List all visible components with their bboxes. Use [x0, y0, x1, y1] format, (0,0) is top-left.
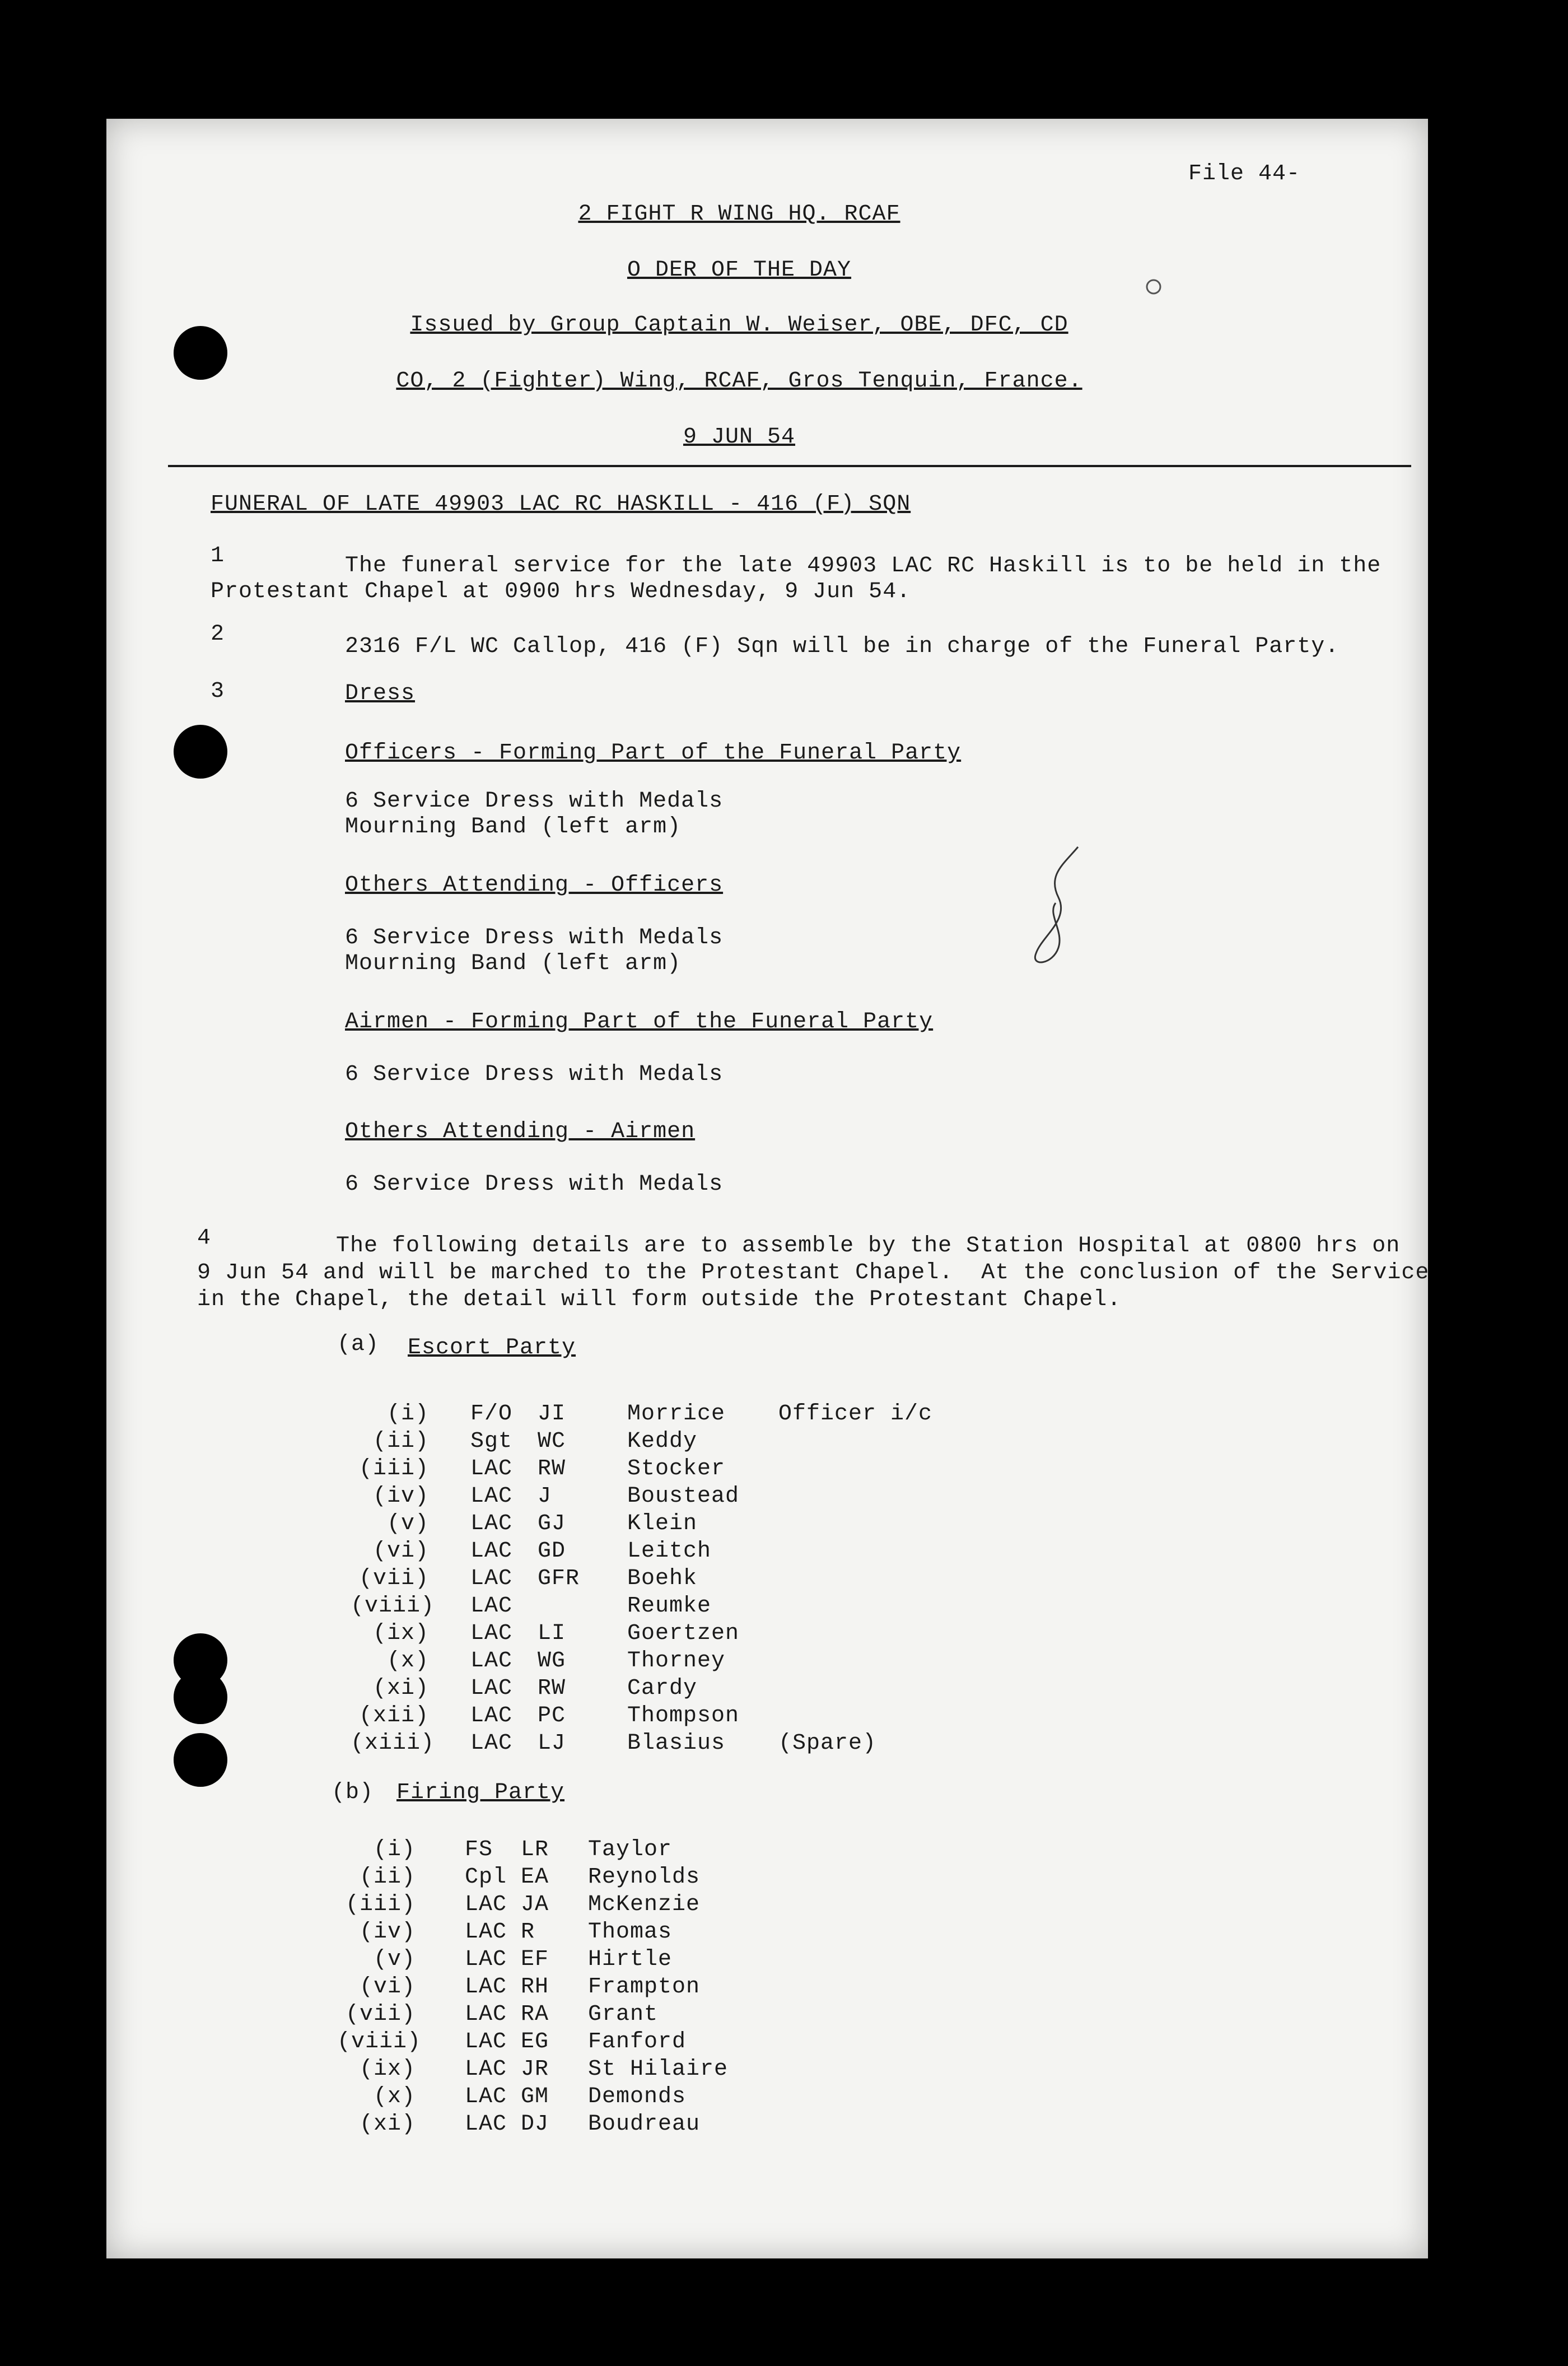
roster-rank: LAC: [465, 2112, 507, 2137]
roster-number: (iii): [345, 1892, 416, 1917]
para-1-text: The funeral service for the late 49903 LAC RC Haskill is to be held in the: [345, 553, 1382, 579]
roster-initials: EA: [521, 1865, 549, 1890]
order-date: 9 JUN 54: [683, 425, 796, 450]
roster-number: (i): [386, 1401, 429, 1427]
roster-number: (iii): [358, 1456, 429, 1482]
roster-initials: R: [521, 1920, 535, 1945]
roster-rank: LAC: [465, 2057, 507, 2082]
roster-number: (ii): [372, 1429, 429, 1454]
para-number: 2: [211, 622, 225, 647]
roster-surname: Boustead: [627, 1484, 740, 1509]
roster-initials: EG: [521, 2029, 549, 2055]
para-2-text: 2316 F/L WC Callop, 416 (F) Sqn will be in charge of the Funeral Party.: [345, 634, 1340, 659]
dress-item: Mourning Band (left arm): [345, 814, 682, 840]
handwritten-scribble: [1025, 841, 1086, 970]
dress-item: 6 Service Dress with Medals: [345, 925, 724, 951]
roster-initials: GJ: [538, 1511, 566, 1536]
roster-initials: RW: [538, 1676, 566, 1701]
roster-number: (i): [373, 1837, 416, 1862]
roster-surname: Reumke: [627, 1594, 712, 1619]
roster-rank: LAC: [470, 1731, 513, 1756]
roster-note: (Spare): [778, 1731, 877, 1756]
roster-initials: PC: [538, 1703, 566, 1729]
document-page: [106, 119, 1428, 2258]
roster-surname: Frampton: [588, 1974, 701, 2000]
roster-surname: Demonds: [588, 2084, 687, 2109]
roster-number: (iv): [372, 1484, 429, 1509]
dress-subheading: Officers - Forming Part of the Funeral Party: [345, 740, 962, 766]
roster-rank: FS: [465, 1837, 493, 1862]
roster-rank: LAC: [465, 1974, 507, 2000]
firing-heading: Firing Party: [396, 1780, 565, 1805]
roster-initials: JA: [521, 1892, 549, 1917]
roster-number: (v): [386, 1511, 429, 1536]
roster-initials: JR: [521, 2057, 549, 2082]
roster-number: (vi): [359, 1974, 416, 2000]
roster-surname: Boudreau: [588, 2112, 701, 2137]
para-4-text: in the Chapel, the detail will form outside the Protestant Chapel.: [197, 1287, 1122, 1312]
roster-rank: LAC: [470, 1676, 513, 1701]
roster-initials: GD: [538, 1539, 566, 1564]
roster-number: (xii): [358, 1703, 429, 1729]
roster-initials: EF: [521, 1947, 549, 1972]
escort-label: (a): [337, 1332, 380, 1357]
subject-line: FUNERAL OF LATE 49903 LAC RC HASKILL - 416 (F) SQN: [211, 492, 911, 517]
roster-surname: Cardy: [627, 1676, 698, 1701]
dress-subheading: Airmen - Forming Part of the Funeral Party: [345, 1009, 934, 1035]
roster-rank: Sgt: [470, 1429, 513, 1454]
roster-number: (x): [386, 1648, 429, 1674]
para-4-text: 9 Jun 54 and will be marched to the Protestant Chapel. At the conclusion of the Service: [197, 1260, 1430, 1286]
roster-initials: LJ: [538, 1731, 566, 1756]
roster-surname: Leitch: [627, 1539, 712, 1564]
para-1-text: Protestant Chapel at 0900 hrs Wednesday, 9 Jun 54.: [211, 579, 911, 604]
roster-rank: LAC: [470, 1566, 513, 1591]
roster-number: (x): [373, 2084, 416, 2109]
dress-heading: Dress: [345, 681, 416, 706]
roster-rank: LAC: [470, 1621, 513, 1646]
roster-surname: Thompson: [627, 1703, 740, 1729]
roster-rank: Cpl: [465, 1865, 507, 1890]
punch-hole: [174, 725, 227, 779]
roster-surname: Reynolds: [588, 1865, 701, 1890]
roster-surname: Blasius: [627, 1731, 726, 1756]
roster-initials: GFR: [538, 1566, 580, 1591]
roster-initials: LI: [538, 1621, 566, 1646]
order-title: O DER OF THE DAY: [627, 258, 852, 283]
para-number: 1: [211, 543, 225, 569]
roster-number: (ii): [359, 1865, 416, 1890]
roster-number: (viii): [351, 1594, 435, 1619]
dress-subheading: Others Attending - Officers: [345, 873, 724, 898]
roster-initials: J: [538, 1484, 552, 1509]
dress-item: 6 Service Dress with Medals: [345, 789, 724, 814]
unit-heading: 2 FIGHT R WING HQ. RCAF: [578, 202, 900, 227]
firing-label: (b): [332, 1780, 374, 1805]
roster-initials: WC: [538, 1429, 566, 1454]
file-reference: File 44-: [1188, 161, 1301, 187]
roster-rank: LAC: [470, 1484, 513, 1509]
para-4-text: The following details are to assemble by the Station Hospital at 0800 hrs on: [336, 1233, 1401, 1259]
roster-number: (xiii): [351, 1731, 435, 1756]
roster-initials: WG: [538, 1648, 566, 1674]
roster-number: (iv): [359, 1920, 416, 1945]
roster-rank: LAC: [470, 1511, 513, 1536]
roster-initials: LR: [521, 1837, 549, 1862]
roster-number: (vi): [372, 1539, 429, 1564]
roster-initials: RA: [521, 2002, 549, 2027]
handwritten-mark: [1142, 276, 1165, 298]
roster-initials: JI: [538, 1401, 566, 1427]
roster-rank: LAC: [465, 1892, 507, 1917]
roster-number: (ix): [359, 2057, 416, 2082]
roster-rank: LAC: [465, 2084, 507, 2109]
roster-surname: Klein: [627, 1511, 698, 1536]
roster-rank: LAC: [465, 1920, 507, 1945]
roster-surname: Taylor: [588, 1837, 673, 1862]
dress-item: 6 Service Dress with Medals: [345, 1172, 724, 1197]
roster-surname: Grant: [588, 2002, 659, 2027]
para-number: 3: [211, 679, 225, 704]
roster-surname: Hirtle: [588, 1947, 673, 1972]
dress-subheading: Others Attending - Airmen: [345, 1119, 696, 1144]
roster-rank: LAC: [465, 1947, 507, 1972]
roster-rank: LAC: [470, 1648, 513, 1674]
roster-surname: McKenzie: [588, 1892, 701, 1917]
roster-rank: LAC: [470, 1456, 513, 1482]
roster-initials: DJ: [521, 2112, 549, 2137]
roster-surname: Keddy: [627, 1429, 698, 1454]
roster-rank: LAC: [465, 2029, 507, 2055]
roster-number: (vii): [358, 1566, 429, 1591]
roster-initials: GM: [521, 2084, 549, 2109]
punch-hole: [174, 326, 227, 380]
escort-heading: Escort Party: [408, 1335, 576, 1361]
dress-item: 6 Service Dress with Medals: [345, 1062, 724, 1087]
dress-item: Mourning Band (left arm): [345, 951, 682, 976]
punch-hole: [174, 1670, 227, 1724]
roster-rank: LAC: [470, 1539, 513, 1564]
roster-surname: Thomas: [588, 1920, 673, 1945]
roster-surname: Stocker: [627, 1456, 726, 1482]
roster-rank: F/O: [470, 1401, 513, 1427]
roster-surname: St Hilaire: [588, 2057, 729, 2082]
roster-note: Officer i/c: [778, 1401, 933, 1427]
heading-rule: [168, 465, 1411, 467]
roster-number: (xi): [359, 2112, 416, 2137]
para-number: 4: [197, 1226, 212, 1251]
roster-number: (vii): [345, 2002, 416, 2027]
roster-number: (v): [373, 1947, 416, 1972]
roster-rank: LAC: [465, 2002, 507, 2027]
commanding-officer: CO, 2 (Fighter) Wing, RCAF, Gros Tenquin, France.: [396, 369, 1082, 394]
punch-hole: [174, 1733, 227, 1787]
roster-initials: RH: [521, 1974, 549, 2000]
roster-surname: Morrice: [627, 1401, 726, 1427]
roster-surname: Boehk: [627, 1566, 698, 1591]
roster-surname: Thorney: [627, 1648, 726, 1674]
issued-by: Issued by Group Captain W. Weiser, OBE, DFC, CD: [410, 313, 1068, 338]
roster-number: (viii): [337, 2029, 422, 2055]
roster-initials: RW: [538, 1456, 566, 1482]
roster-number: (ix): [372, 1621, 429, 1646]
roster-surname: Goertzen: [627, 1621, 740, 1646]
roster-rank: LAC: [470, 1703, 513, 1729]
roster-surname: Fanford: [588, 2029, 687, 2055]
roster-rank: LAC: [470, 1594, 513, 1619]
roster-number: (xi): [372, 1676, 429, 1701]
